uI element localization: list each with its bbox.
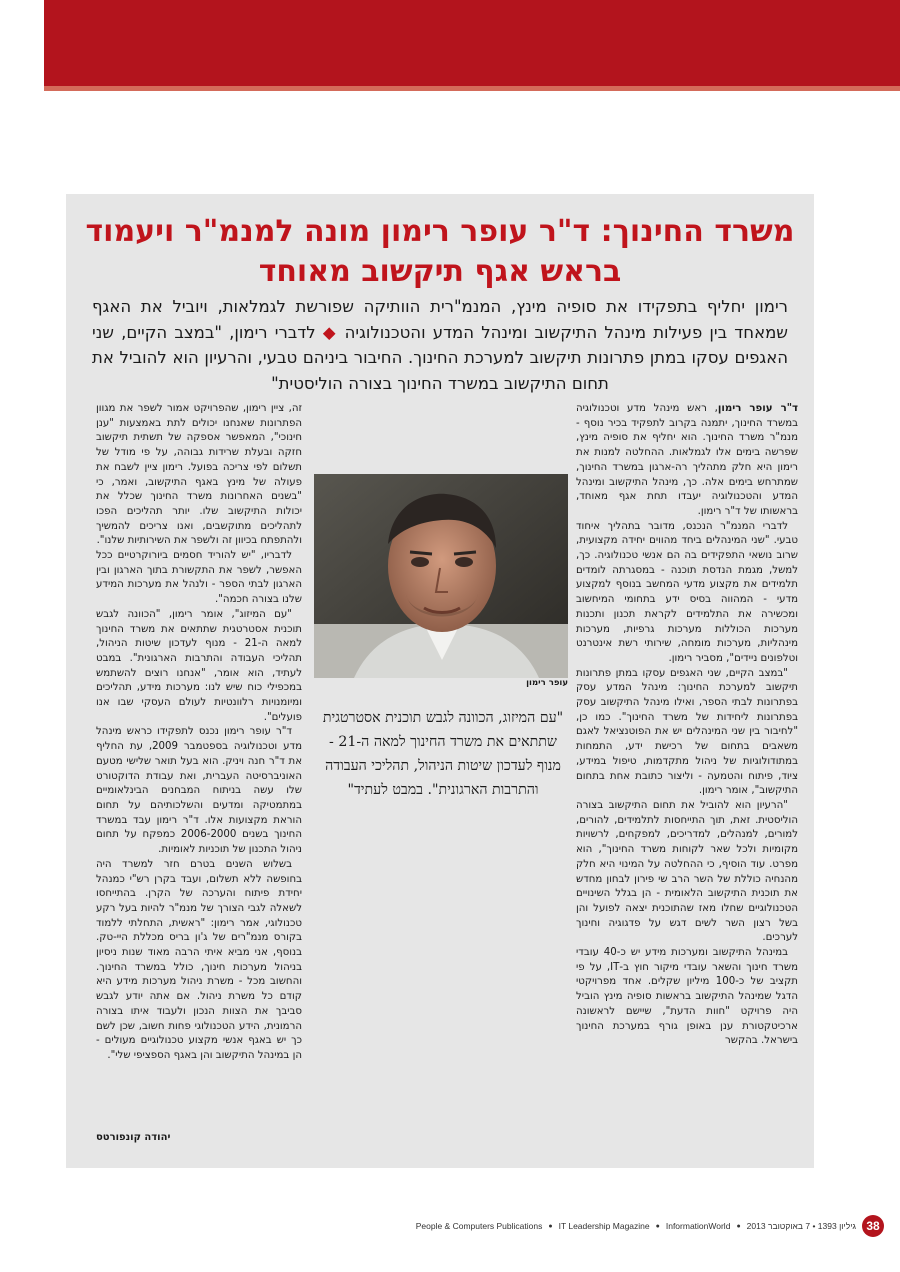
left-paragraph-4: ד"ר עופר רימון נכנס לתפקידו כראש מינהל מדע וטכנולוגיה בספטמבר 2009, עת החליף את ד"ר חנה ויניק. הוא בעל תואר שלישי מטעם האוניברסיטה העברית, ואת עבודת הדוקטורט שלו עשה בניתוח המבחנים הבינלאומיים במתמטיקה ומדעים והשלכותיהם על תחום הוראת מקצועות אלו. ד"ר רימון עבד במשרד החינוך בשנים 2006-2000 כמפקח על תחום ניהול התכנון של תוכניות לאומיות.	[96, 726, 302, 856]
portrait-illustration	[314, 474, 568, 678]
top-accent-line	[44, 86, 900, 91]
footer-site: InformationWorld	[665, 1221, 731, 1231]
interviewee-name: ד"ר עופר רימון	[717, 403, 799, 414]
article-author: יהודה קונפורטס	[96, 1132, 171, 1143]
left-column	[96, 402, 302, 1130]
top-color-bar	[44, 0, 900, 86]
article-headline: משרד החינוך: ד"ר עופר רימון מונה למנמ"ר ויעמוד בראש אגף תיקשוב מאוחד	[85, 214, 795, 289]
page-number-badge: 38	[862, 1215, 884, 1237]
lead-part-2: לדברי רימון, "במצב הקיים, שני האגפים עסקו במתן פתרונות תיקשוב למערכת החינוך. החיבור ביניהם טבעי, והרעיון הוא להוביל את תחום התיקשוב במשרד החינוך בצורה הוליסטית"	[92, 322, 788, 393]
right-paragraph-4: "הרעיון הוא להוביל את תחום התיקשוב בצורה הוליסטית. זאת, תוך התייחסות לתלמידים, להורים, למורים, למנהלים, למדריכים, למפקחים, לרשויות מקומיות ולכל שאר לקוחות משרד החינוך", הוא מפרט. עוד הוסיף, כי ההחלטה על המינוי היא חלק מהנחיה כוללת של השר הרב שי פירון לבחון מחדש את תוכנית התיקשוב הלאומית - הן בגלל השינויים הטכנולוגיים שחלו מאז שהתוכנית יצאה לפועל והן בשל רצון השר לשים דגש על פדגוגיה וחינוך לערכים.	[576, 799, 798, 944]
left-paragraph-3: "עם המיזוג", אומר רימון, "הכוונה לגבש תוכנית אסטרטגית שתתאים את משרד החינוך למאה ה-21 - מנוף לעדכון שיטות הניהול, תהליכי העבודה והתרבות הארגונית". במבט לעתיד, הוא אומר, "אנחנו רוצים להשתמש במכפילי כוח שיש לנו: מערכות מידע, תהליכים ומיומנויות רלוונטיות לעולם העסקי שבו אנו פועלים".	[96, 608, 303, 723]
left-paragraph-2: לדבריו, "יש להוריד חסמים ביורוקרטיים ככל האפשר, לשפר את התקשורת בתוך הארגון ובין הארגון לבתי הספר - ולנהל את מערכות המידע שלנו בצורה חכמה".	[96, 550, 302, 606]
right-paragraph-5: במינהל התיקשוב ומערכות מידע יש כ-40 עובדי משרד חינוך והשאר עובדי מיקור חוץ ב-IT, על פי תקציב של כ-100 מיליון שקלים. אחד מפרויקטי הדגל שמינהל התיקשוב בראשות סופיה מינץ הוביל היה פרויקט "חוות הדעת", שיישם לראשונה ארכיטקטורת ענן באופן גורף במערכת החינוך בישראל. בהקשר	[576, 947, 799, 1047]
portrait-photo	[314, 474, 568, 678]
right-paragraph-1: ד"ר עופר רימון, ראש מינהל מדע וטכנולוגיה במשרד החינוך, יתמנה בקרוב לתפקיד בכיר נוסף - מנמ"ר משרד החינוך. הוא יחליף את סופיה מינץ, שפרשה בימים אלו לגמלאות. ההחלטה למנות את רימון היא חלק מתהליך רה-ארגון במשרד החינוך, שמתרחש בימים אלה. כך, מינהל התיקשוב ומינהל המדע והטכנולוגיה יעבדו תחת אגף מאוחד, בראשותו של ד"ר רימון.	[576, 403, 799, 517]
photo-caption: עופר רימון	[526, 678, 568, 688]
footer-publisher: People & Computers Publications	[415, 1221, 543, 1231]
footer-magazine: IT Leadership Magazine	[558, 1221, 650, 1231]
left-paragraph-5: בשלוש השנים בטרם חזר למשרד היה בחופשה ללא תשלום, ועבד בקרן רש"י כמנהל יחידת פיתוח והערכה של הקרן. בהתייחסו לשאלה לגבי הצורך של מנמ"ר להיות בעל רקע טכנולוגי, אמר רימון: "ראשית, התחלתי ללמוד בקורס מנמ"רים של ג'ון בריס מכללת היי-טק. בנוסף, אני מביא איתי הרבה מאוד שנות ניסיון בניהול מערכות חינוך, כולל במשרד החינוך. והחשוב מכל - משרת ניהול מערכות מידע היא קודם כל משרת ניהול. אם אתה יודע לגבש סביבך את הצוות הנכון ולעבוד איתו בצורה הרמונית, הידע הטכנולוגי פחות חשוב, שכן לשם כך יש באגף אנשי מקצוע טכנולוגיים מעולים - הן במינהל התיקשוב והן באגף הספציפי שלי".	[96, 858, 302, 1061]
lead-part-1: רימון יחליף בתפקידו את סופיה מינץ, המנמ"רית הוותיקה שפורשת לגמלאות, ויוביל את האגף שמאחד בין פעילות מינהל התיקשוב ומינהל המדע והטכנולוגיה	[92, 297, 788, 342]
page-footer	[300, 1214, 884, 1238]
pull-quote: "עם המיזוג, הכוונה לגבש תוכנית אסטרטגית שתתאים את משרד החינוך למאה ה-21 - מנוף לעדכון שיטות הניהול, תהליכי העבודה והתרבות הארגונית". במבט לעתיד"	[322, 710, 564, 798]
footer-separator-icon: ●	[736, 1222, 741, 1230]
footer-separator-icon: ●	[548, 1222, 553, 1230]
right-paragraph-2: לדברי המנמ"ר הנכנס, מדובר בתהליך איחוד טבעי. "שני המינהלים ביחד מהווים יחידה מקצועית, שרוב נושאי התפקידים בה הם אנשי טכנולוגיה. כך, למשל, מגמת הנדסת תוכנה - במסגרתה לומדים תלמידים את מקצוע מדעי המחשב בנוסף למקצוע מדעי - המהווה בסיס ידע בתחומי המיחשוב ומכשירה את התלמידים לקראת תכנון ותכנות מערכות הכוללות מערכות גרפיות, מערכות מינהליות, מערכות מומחה, שירותי רשת אינטרנט וטלפונים ניידים", מסביר רימון.	[576, 520, 798, 664]
left-paragraph-1: זה, ציין רימון, שהפרויקט אמור לשפר את מגוון הפתרונות שאנחנו יכולים לתת באמצעות "ענן חינוכי", המאפשר אספקה של תשתית תיקשוב חזקה ובעלת שרידות גבוהה, על פי מודל של תשלום לפי צריכה בפועל. רימון ציין לשבח את פעולה של מינץ באגף התיקשוב, ואמר, כי "בשנים האחרונות משרד החינוך שכלל את יכולות התיקשוב שלו. יותר תהליכים הפכו לתהליכים מתוקשבים, ואנו צריכים להמשיך ולהתפתח בכיוון זה ולשפר את השירותיות שלנו".	[96, 403, 302, 547]
footer-issue: גיליון 1393 • 7 באוקטובר 2013	[746, 1221, 856, 1231]
footer-separator-icon: ●	[655, 1222, 660, 1230]
lead-bullet-icon: ◆	[322, 322, 338, 342]
right-column	[576, 402, 798, 1140]
right-paragraph-3: "במצב הקיים, שני האגפים עסקו במתן פתרונות תיקשוב למערכת החינוך: מינהל המדע עסק בפתרונות לבתי הספר, ואילו מינהל התיקשוב עסק בפתרונות ליחידות של משרד החינוך". כמו כן, "לחיבור בין שני המינהלים יש את הפוטנציאל לאגם משאבים בתחום של רכישת ידע, התמחות במתודולוגיות של ניהול מתקדמות, טיפול במידע, ציוד, פיתוח והטמעה - וליצור כתובת אחת בתחום התיקשוב", אומר רימון.	[576, 667, 798, 797]
article-lead	[92, 294, 788, 396]
